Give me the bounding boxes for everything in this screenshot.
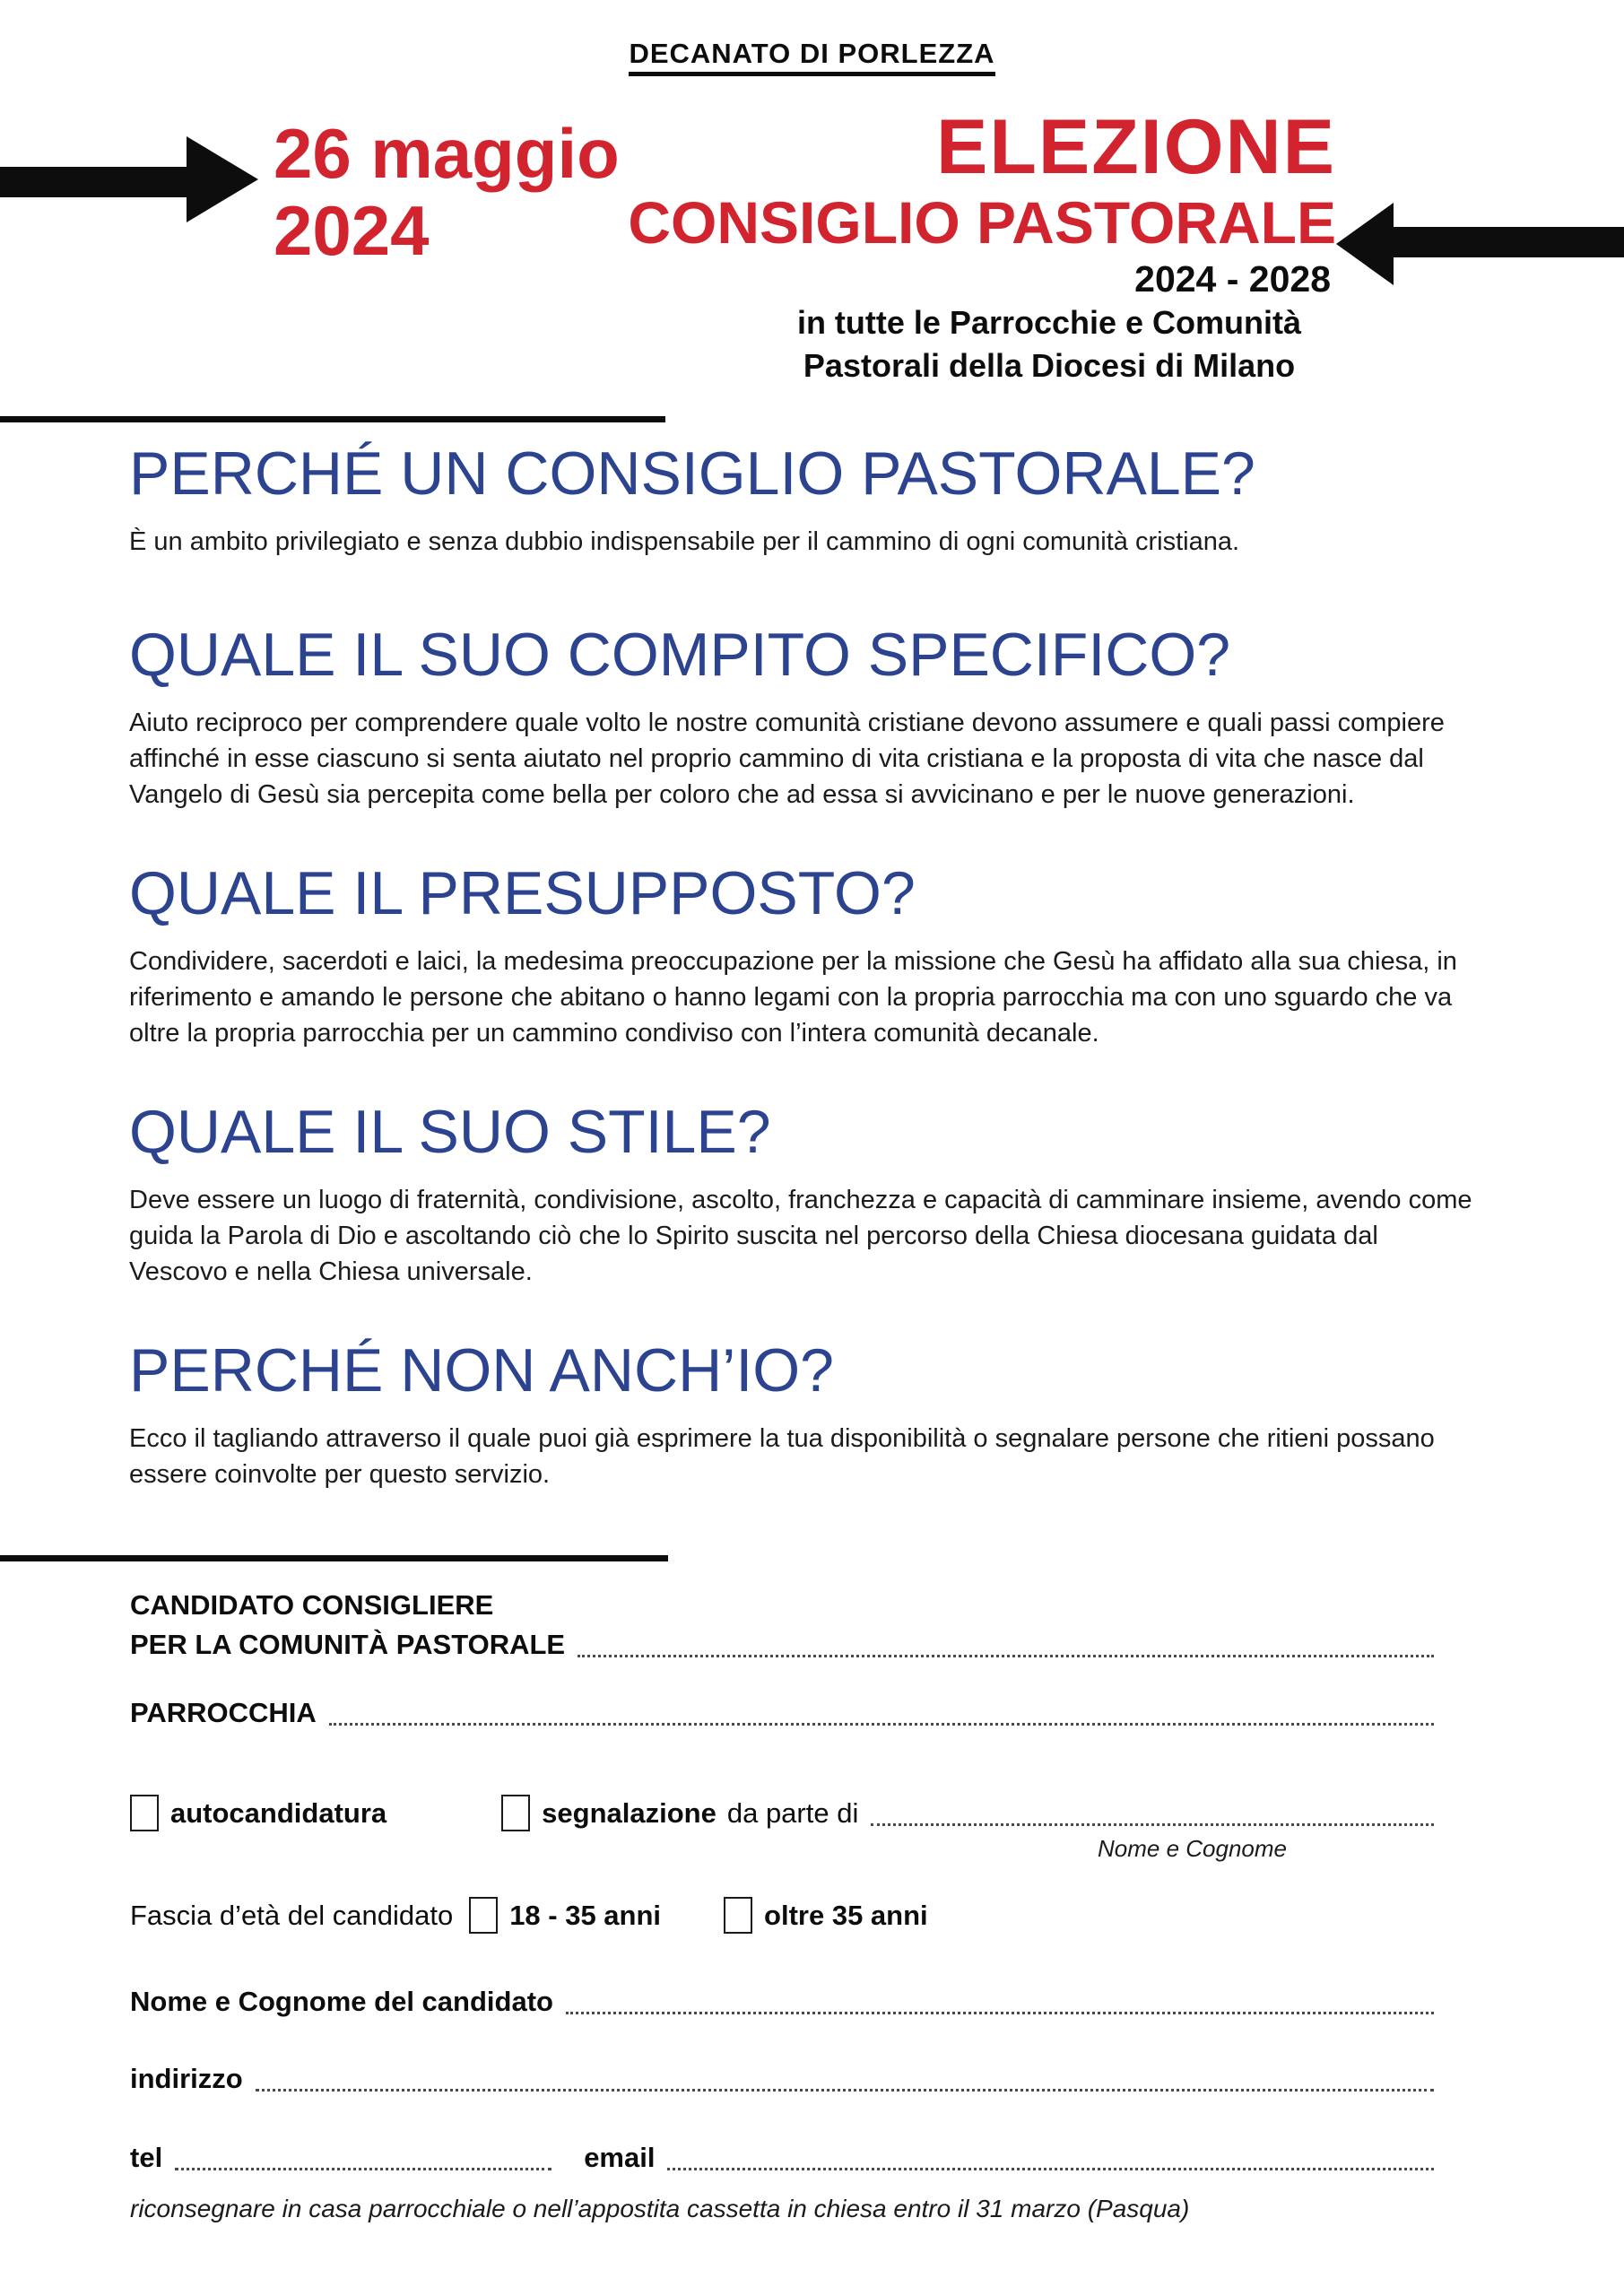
address-label: indirizzo: [130, 2063, 243, 2094]
title-line1: ELEZIONE: [935, 104, 1336, 190]
section-perche-non-anchio: [129, 1338, 1474, 1492]
event-date: [274, 115, 620, 269]
section-heading: QUALE IL PRESUPPOSTO?: [129, 859, 916, 927]
community-fill-in-line[interactable]: [578, 1628, 1434, 1657]
candidate-form: [130, 1586, 1439, 2226]
org-title-text: DECANATO DI PORLEZZA: [629, 38, 994, 76]
section-heading: QUALE IL SUO STILE?: [129, 1098, 771, 1166]
tel-label: tel: [130, 2142, 163, 2173]
email-fill-in-line[interactable]: [667, 2141, 1434, 2170]
checkbox-segnalazione[interactable]: [501, 1795, 530, 1831]
checkbox-18-35[interactable]: [469, 1897, 498, 1934]
segnalazione-hint: Nome e Cognome: [1098, 1835, 1287, 1862]
section-body: Deve essere un luogo di fraternità, condivisione, ascolto, franchezza e capacità di camminare insieme, avendo come guida la Parola di Dio e ascoltando ciò che lo Spirito suscita nel percorso della Chiesa diocesana guidata dal Vescovo e nella Chiesa universale.: [129, 1186, 1472, 1286]
checkbox-autocandidatura[interactable]: [130, 1795, 159, 1831]
org-title: [0, 38, 1624, 70]
section-heading: PERCHÉ UN CONSIGLIO PASTORALE?: [129, 439, 1255, 508]
section-body: È un ambito privilegiato e senza dubbio indispensabile per il cammino di ogni comunità cristiana.: [129, 527, 1240, 556]
parish-fill-in-line[interactable]: [329, 1696, 1434, 1726]
candidate-label-line1: CANDIDATO CONSIGLIERE: [130, 1589, 494, 1621]
divider-top: [0, 416, 665, 422]
age-option-oltre-35: oltre 35 anni: [764, 1900, 928, 1931]
candidate-name-fill-in-line[interactable]: [566, 1985, 1434, 2014]
title-block: [628, 106, 1336, 387]
parish-label: PARROCCHIA: [130, 1697, 317, 1728]
section-stile: [129, 1100, 1474, 1290]
address-fill-in-line[interactable]: [256, 2062, 1434, 2092]
autocandidatura-label: autocandidatura: [170, 1797, 387, 1829]
age-option-18-35: 18 - 35 anni: [509, 1900, 662, 1931]
email-label: email: [584, 2142, 656, 2173]
section-body: Condividere, sacerdoti e laici, la medesima preoccupazione per la missione che Gesù ha affidato alla sua chiesa, in riferimento e amando le persone che abitano o hanno legami con la propria parrocchia ma con uno sguardo che va oltre la propria parrocchia per un cammino condiviso con l’intera comunità decanale.: [129, 947, 1457, 1048]
section-body: Ecco il tagliando attraverso il quale puoi già esprimere la tua disponibilità o segnalare persone che ritieni possano essere coinvolte per questo servizio.: [129, 1424, 1435, 1489]
event-date-line2: 2024: [274, 191, 430, 270]
segnalazione-suffix: da parte di: [726, 1797, 859, 1829]
section-compito-specifico: [129, 622, 1474, 813]
term-years: 2024 - 2028: [1134, 258, 1331, 300]
return-instructions: riconsegnare in casa parrocchiale o nell’appostita cassetta in chiesa entro il 31 marzo (Pasqua): [130, 2195, 1190, 2222]
candidate-name-label: Nome e Cognome del candidato: [130, 1986, 553, 2017]
tel-fill-in-line[interactable]: [175, 2141, 551, 2170]
segnalazione-label: segnalazione: [542, 1797, 716, 1829]
section-heading: PERCHÉ NON ANCH’IO?: [129, 1336, 834, 1405]
segnalazione-fill-in-line[interactable]: [871, 1796, 1434, 1826]
subtitle-line2: Pastorali della Diocesi di Milano: [803, 347, 1296, 384]
event-date-line1: 26 maggio: [274, 114, 620, 193]
title-line2: CONSIGLIO PASTORALE: [628, 189, 1336, 256]
section-body: Aiuto reciproco per comprendere quale volto le nostre comunità cristiane devono assumere e quali passi compiere affinché in esse ciascuno si senta aiutato nel proprio cammino di vita cristiana e la proposta di vita che nasce dal Vangelo di Gesù sia percepita come bella per coloro che ad essa si avvicinano e per le nuove generazioni.: [129, 709, 1445, 809]
age-label: Fascia d’età del candidato: [130, 1900, 454, 1931]
arrow-right-icon: [0, 136, 260, 222]
candidate-label-line2: PER LA COMUNITÀ PASTORALE: [130, 1629, 566, 1660]
section-perche-un-consiglio-pastorale: [129, 441, 1474, 560]
section-presupposto: [129, 861, 1474, 1051]
section-heading: QUALE IL SUO COMPITO SPECIFICO?: [129, 621, 1231, 689]
checkbox-oltre-35[interactable]: [724, 1897, 752, 1934]
divider-form: [0, 1555, 668, 1561]
sections: [129, 441, 1474, 1541]
arrow-left-icon: [1336, 203, 1624, 285]
subtitle-line1: in tutte le Parrocchie e Comunità: [796, 304, 1302, 341]
